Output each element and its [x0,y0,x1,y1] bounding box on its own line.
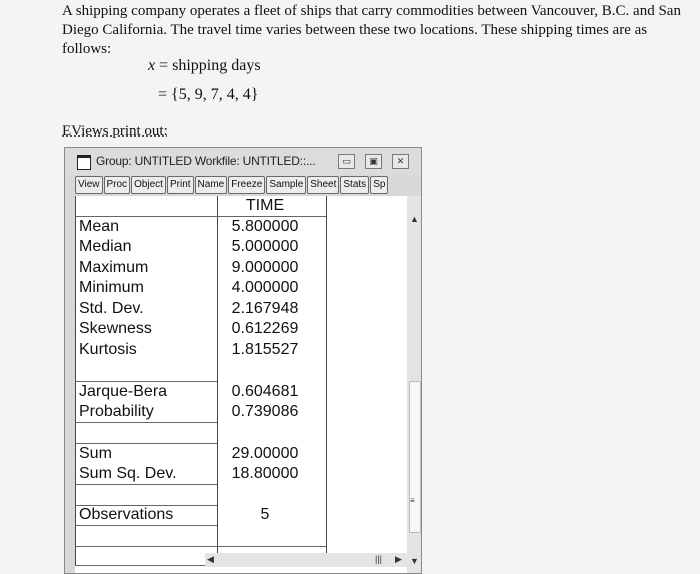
scroll-up-arrow-icon[interactable]: ▲ [410,214,419,224]
stat-value: 5 [260,506,270,523]
stat-label: Std. Dev. [79,300,144,317]
stat-label: Sum [79,445,112,462]
window-icon [77,155,91,170]
scroll-down-arrow-icon[interactable]: ▼ [410,556,419,566]
stat-value: 18.80000 [231,465,299,482]
spec-button[interactable]: Sp [370,176,388,194]
stats-button[interactable]: Stats [340,176,369,194]
window-toolbar [75,176,421,194]
table-row [75,258,407,278]
stat-label: Median [79,238,132,255]
stat-value: 5.000000 [231,238,299,255]
math-definition [148,57,261,75]
table-row [75,278,407,298]
minimize-button[interactable]: ▭ [338,154,355,169]
table-row [75,402,407,422]
stats-table[interactable] [75,196,407,573]
table-row [75,505,407,525]
name-button[interactable]: Name [195,176,228,194]
stat-value: 4.000000 [231,279,299,296]
stat-value: 1.815527 [231,341,299,358]
stat-value: 0.604681 [231,383,299,400]
object-button[interactable]: Object [131,176,166,194]
eviews-label: EViews print out: [62,123,168,139]
sample-button[interactable]: Sample [266,176,306,194]
stat-value: 29.00000 [231,445,299,462]
stat-value: 2.167948 [231,300,299,317]
table-header-row [75,196,407,216]
scroll-right-arrow-icon[interactable]: ▶ [395,554,402,564]
scroll-left-arrow-icon[interactable]: ◀ [207,554,214,564]
math-definition-rest: = shipping days [155,57,261,74]
window-titlebar[interactable] [65,148,421,175]
table-row [75,382,407,402]
stat-label: Sum Sq. Dev. [79,465,177,482]
vertical-scrollbar[interactable] [407,196,421,573]
column-header-time: TIME [245,197,285,214]
window-title: Group: UNTITLED Workfile: UNTITLED::... [96,154,316,168]
sheet-button[interactable]: Sheet [307,176,339,194]
stat-value: 9.000000 [231,259,299,276]
grid-line [75,422,217,423]
math-variable: x [148,57,156,74]
scroll-grip-icon: ||| [375,554,383,564]
stat-value: 0.739086 [231,403,299,420]
print-button[interactable]: Print [167,176,194,194]
stat-label: Mean [79,218,120,235]
maximize-button[interactable]: ▣ [365,154,382,169]
stat-label: Kurtosis [79,341,137,358]
grid-line [75,484,217,485]
stat-label: Skewness [79,320,152,337]
table-row [75,299,407,319]
problem-statement [62,2,682,59]
view-button[interactable]: View [75,176,103,194]
grid-line [75,546,326,547]
horizontal-scrollbar[interactable] [205,553,407,567]
vertical-scroll-thumb[interactable] [409,381,421,533]
math-data-set: = {5, 9, 7, 4, 4} [158,86,259,103]
eviews-group-window[interactable] [64,147,422,574]
table-row [75,217,407,237]
grid-line [75,525,217,526]
stat-label: Minimum [79,279,144,296]
table-row [75,340,407,360]
proc-button[interactable]: Proc [104,176,131,194]
stat-label: Observations [79,506,174,523]
table-row [75,464,407,484]
stat-value: 5.800000 [231,218,299,235]
table-row [75,319,407,339]
stat-label: Probability [79,403,154,420]
scroll-grip-icon: ≡ [410,496,415,505]
table-row [75,444,407,464]
stat-label: Jarque-Bera [79,383,168,400]
problem-text: A shipping company operates a fleet of ships that carry commodities between Vancouver, B.C. and San Diego California. The travel time varies between these two locations. These shipping times are as follows: [62,3,681,57]
freeze-button[interactable]: Freeze [228,176,265,194]
stat-label: Maximum [79,259,149,276]
stat-value: 0.612269 [231,320,299,337]
close-button[interactable]: ✕ [392,154,409,169]
table-row [75,237,407,257]
